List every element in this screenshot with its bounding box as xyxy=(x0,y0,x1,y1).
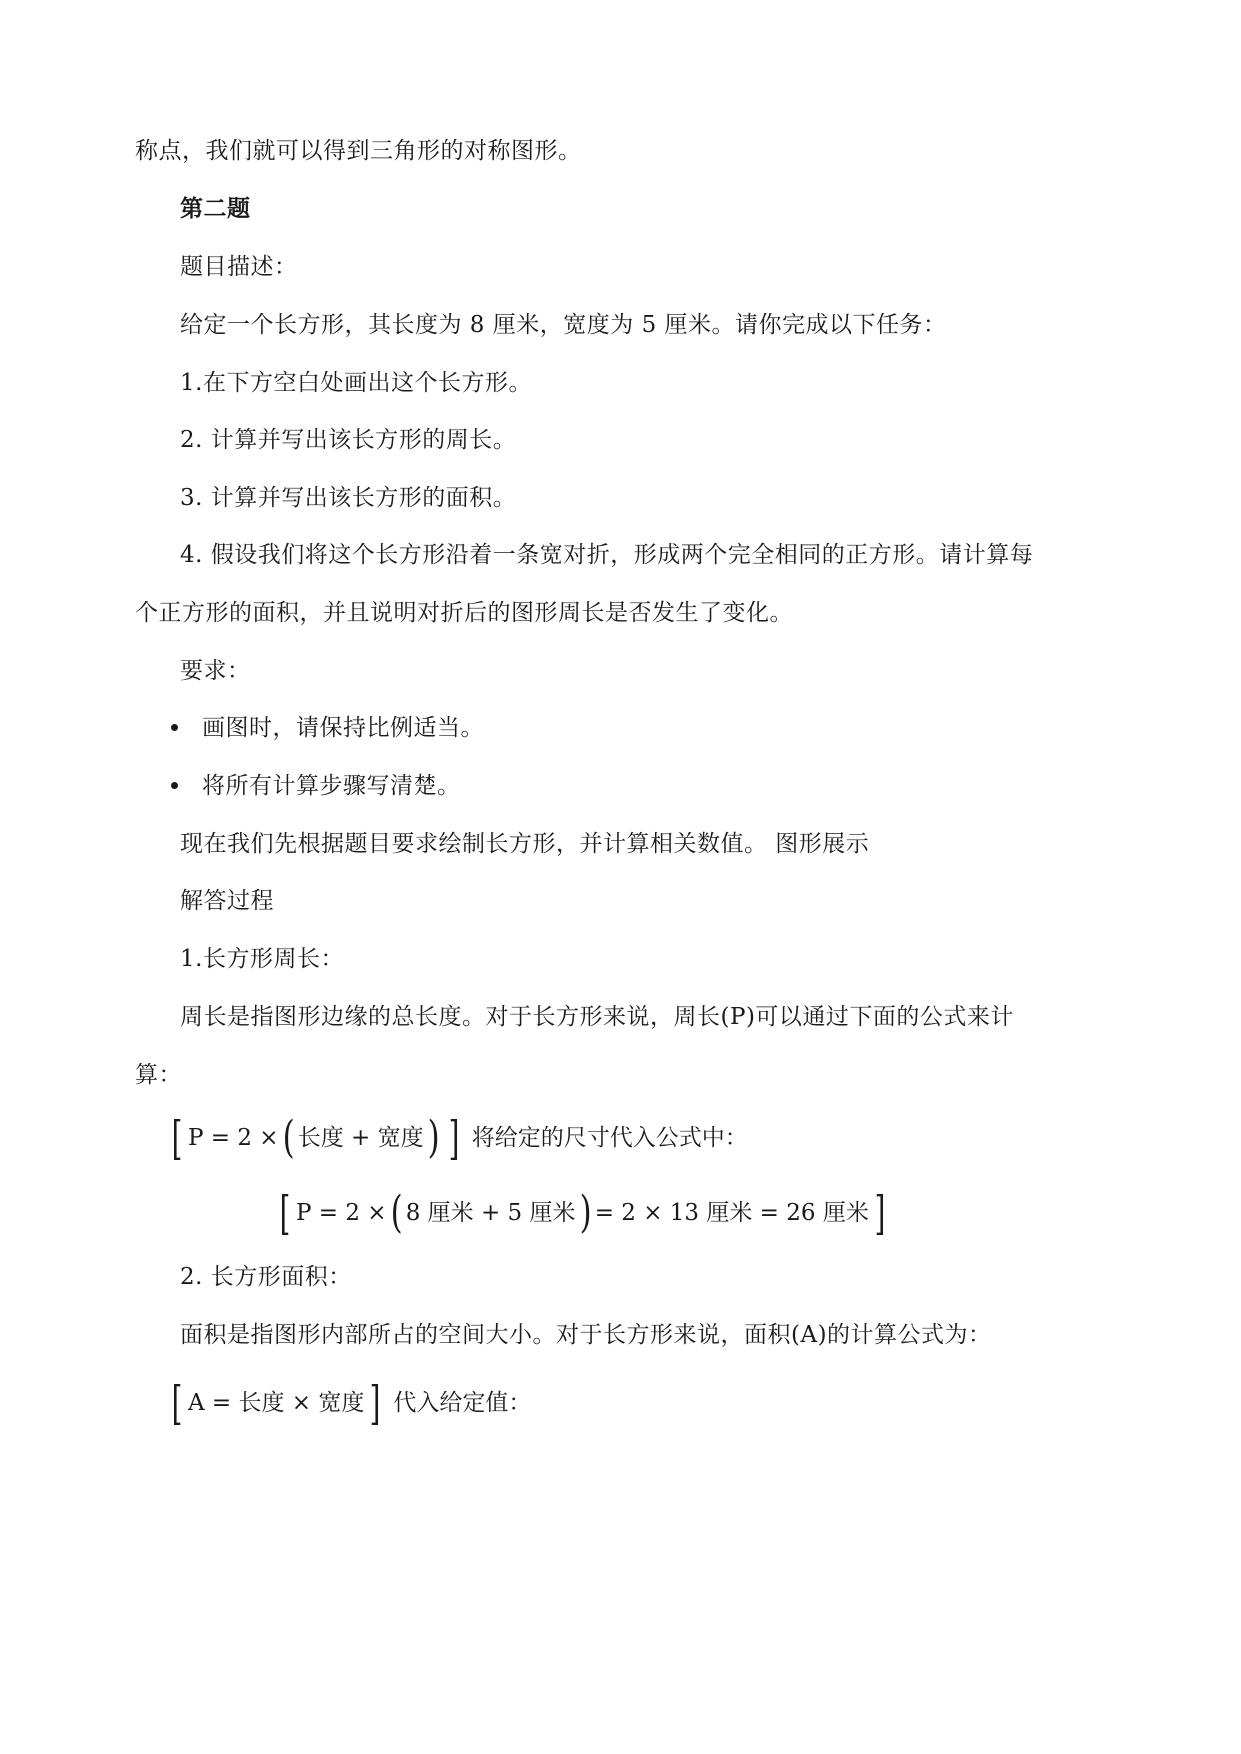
perimeter-explanation: 周长是指图形边缘的总长度。对于长方形来说，周长(P)可以通过下面的公式来计 xyxy=(180,1004,1014,1030)
solution-heading: 解答过程 xyxy=(180,888,274,914)
formula-lhs: P = 2 × xyxy=(187,1125,279,1151)
bullet-icon xyxy=(171,782,178,789)
perimeter-formula xyxy=(166,1111,748,1165)
left-bracket: [ xyxy=(279,1186,291,1240)
right-paren: ) xyxy=(427,1112,440,1163)
right-bracket: ] xyxy=(369,1376,381,1430)
calc-lhs: P = 2 × xyxy=(295,1200,387,1226)
perimeter-calculation xyxy=(274,1186,891,1240)
requirements-label: 要求： xyxy=(180,658,251,684)
task-2: 2. 计算并写出该长方形的周长。 xyxy=(180,427,517,453)
left-paren: ( xyxy=(390,1187,403,1238)
left-bracket: [ xyxy=(171,1111,183,1165)
task-1: 1.在下方空白处画出这个长方形。 xyxy=(180,370,532,396)
bullet-icon xyxy=(171,724,178,731)
area-formula-body: A = 长度 × 宽度 xyxy=(187,1390,365,1416)
right-bracket: ] xyxy=(874,1186,886,1240)
paragraph-continuation: 称点，我们就可以得到三角形的对称图形。 xyxy=(135,138,582,164)
problem-statement: 给定一个长方形，其长度为 8 厘米，宽度为 5 厘米。请你完成以下任务： xyxy=(180,312,947,338)
left-paren: ( xyxy=(282,1112,295,1163)
perimeter-subheading: 1.长方形周长： xyxy=(180,946,344,972)
left-bracket: [ xyxy=(171,1376,183,1430)
right-paren: ) xyxy=(579,1187,592,1238)
right-bracket: ] xyxy=(448,1111,460,1165)
area-formula xyxy=(166,1376,532,1430)
formula-inner: 长度 + 宽度 xyxy=(297,1125,424,1151)
section-heading: 第二题 xyxy=(180,195,251,222)
area-explanation: 面积是指图形内部所占的空间大小。对于长方形来说，面积(A)的计算公式为： xyxy=(180,1322,992,1348)
task-3: 3. 计算并写出该长方形的面积。 xyxy=(180,485,517,511)
calc-inner: 8 厘米 + 5 厘米 xyxy=(405,1200,576,1226)
requirement-item-1: 画图时，请保持比例适当。 xyxy=(202,715,484,741)
intro-paragraph: 现在我们先根据题目要求绘制长方形，并计算相关数值。 图形展示 xyxy=(180,831,870,857)
perimeter-explanation-continuation: 算： xyxy=(135,1062,182,1088)
requirement-item-2: 将所有计算步骤写清楚。 xyxy=(202,773,461,799)
task-4-continuation: 个正方形的面积，并且说明对折后的图形周长是否发生了变化。 xyxy=(135,600,793,626)
area-subheading: 2. 长方形面积： xyxy=(180,1264,352,1290)
formula-followup-text: 将给定的尺寸代入公式中： xyxy=(471,1125,748,1151)
task-4: 4. 假设我们将这个长方形沿着一条宽对折，形成两个完全相同的正方形。请计算每 xyxy=(180,542,1034,568)
calc-rhs: = 2 × 13 厘米 = 26 厘米 xyxy=(594,1200,869,1226)
problem-label: 题目描述： xyxy=(180,254,298,280)
area-followup-text: 代入给定值： xyxy=(393,1390,532,1416)
